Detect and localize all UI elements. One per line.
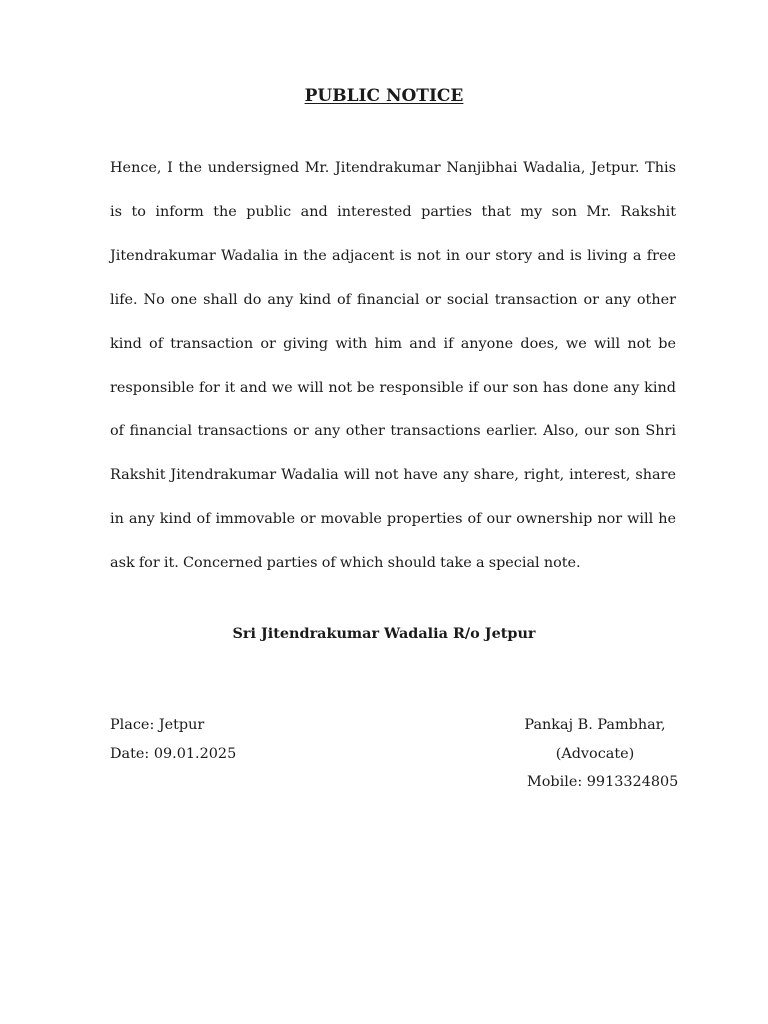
advocate-name: Pankaj B. Pambhar, <box>524 717 666 733</box>
place-text: Place: Jetpur <box>110 717 205 733</box>
advocate-title: (Advocate) <box>555 745 635 762</box>
signatory-line: Sri Jitendrakumar Wadalia R/o Jetpur <box>232 625 536 642</box>
date-text: Date: 09.01.2025 <box>110 745 237 762</box>
advocate-block <box>510 711 680 797</box>
place-date-block <box>110 711 236 768</box>
mobile-number: Mobile: 9913324805 <box>527 774 679 790</box>
page-title: PUBLIC NOTICE <box>304 86 464 106</box>
notice-body: Hence, I the undersigned Mr. Jitendrakumar Nanjibhai Wadalia, Jetpur. This is to inform the public and interested parties that my son Mr. Rakshit Jitendrakumar Wadalia in the adjacent is not in our story and is living a free life. No one shall do any kind of financial or social transaction or any other kind of transaction or giving with him and if anyone does, we will not be responsible for it and we will not be responsible if our son has done any kind of financial transactions or any other transactions earlier. Also, our son Shri Rakshit Jitendrakumar Wadalia will not have any share, right, interest, share in any kind of immovable or movable properties of our ownership nor will he ask for it. Concerned parties of which should take a special note. <box>110 160 676 572</box>
